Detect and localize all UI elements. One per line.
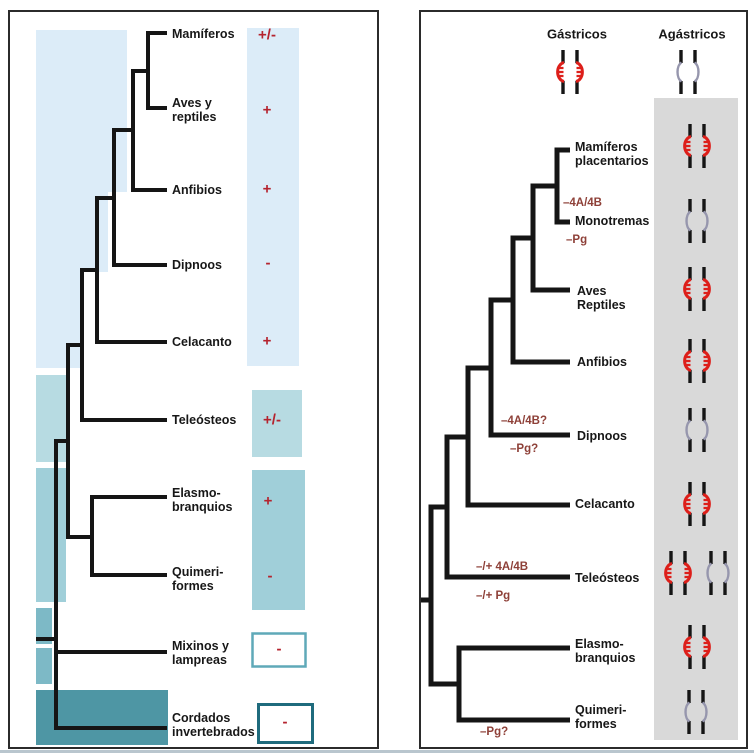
gene-loss-label: –/+ 4A/4B (476, 561, 529, 573)
gene-loss-label: –/+ Pg (476, 590, 511, 602)
taxon-label: Anfibios (577, 355, 627, 369)
taxon-label: Monotremas (575, 214, 650, 228)
taxon-label: Teleósteos (575, 571, 640, 585)
no-stomach-icon (671, 49, 705, 95)
taxon-label: Celacanto (172, 335, 232, 349)
taxon-label: Mixinos y lampreas (172, 639, 229, 668)
gene-loss-label: –Pg (566, 234, 588, 246)
taxon-label: Dipnoos (577, 429, 627, 443)
presence-symbol: - (276, 640, 282, 658)
taxon-label: Mamíferos placentarios (575, 140, 649, 169)
stomach-icon (680, 338, 714, 384)
taxon-label: Dipnoos (172, 258, 222, 272)
taxon-label: Aves y reptiles (172, 96, 217, 125)
gene-loss-label: –4A/4B? (501, 415, 548, 427)
taxon-label: Quimeri-formes (172, 565, 224, 594)
symbol-column-top (247, 28, 299, 366)
presence-symbol: + (262, 180, 272, 198)
clade-shading-left (36, 28, 313, 745)
presence-symbol: + (262, 101, 272, 119)
presence-symbol: + (263, 492, 273, 510)
taxon-label: Elasmo-branquios (575, 637, 636, 666)
presence-symbol: +/- (263, 411, 281, 429)
taxon-label: Elasmo-branquios (172, 486, 233, 515)
stomach-icon (553, 49, 587, 95)
stomach-icon (680, 481, 714, 527)
right-cladogram (421, 150, 570, 720)
taxon-label: Aves Reptiles (577, 284, 626, 313)
stomach-icon (661, 550, 695, 596)
taxon-label: Anfibios (172, 183, 222, 197)
presence-symbol: - (282, 713, 288, 731)
taxon-label: Mamíferos (172, 27, 235, 41)
presence-symbol: - (265, 254, 271, 272)
column-header-agastricos: Agástricos (658, 26, 726, 42)
no-stomach-icon (680, 198, 714, 244)
gene-loss-label: –Pg? (510, 443, 539, 455)
stomach-icon (680, 123, 714, 169)
column-header-gastricos: Gástricos (547, 26, 607, 42)
no-stomach-icon (680, 407, 714, 453)
presence-symbol: +/- (258, 26, 276, 44)
no-stomach-icon (679, 689, 713, 735)
clade-shade-band5 (36, 648, 52, 684)
presence-symbol: - (267, 567, 273, 585)
no-stomach-icon (701, 550, 735, 596)
stomach-icon (680, 624, 714, 670)
taxon-label: Teleósteos (172, 413, 237, 427)
taxon-label: Celacanto (575, 497, 635, 511)
taxon-label: Quimeri-formes (575, 703, 627, 732)
symbol-box-chondrichthyes (252, 470, 305, 610)
gene-loss-label: –4A/4B (563, 197, 602, 209)
clade-shade-band3 (36, 468, 66, 602)
taxon-label: Cordados invertebrados (172, 711, 255, 740)
clade-shade-band2 (36, 375, 70, 462)
gene-loss-label: –Pg? (480, 726, 509, 738)
stomach-icon (680, 266, 714, 312)
page-divider-line (0, 750, 754, 753)
presence-symbol: + (262, 332, 272, 350)
